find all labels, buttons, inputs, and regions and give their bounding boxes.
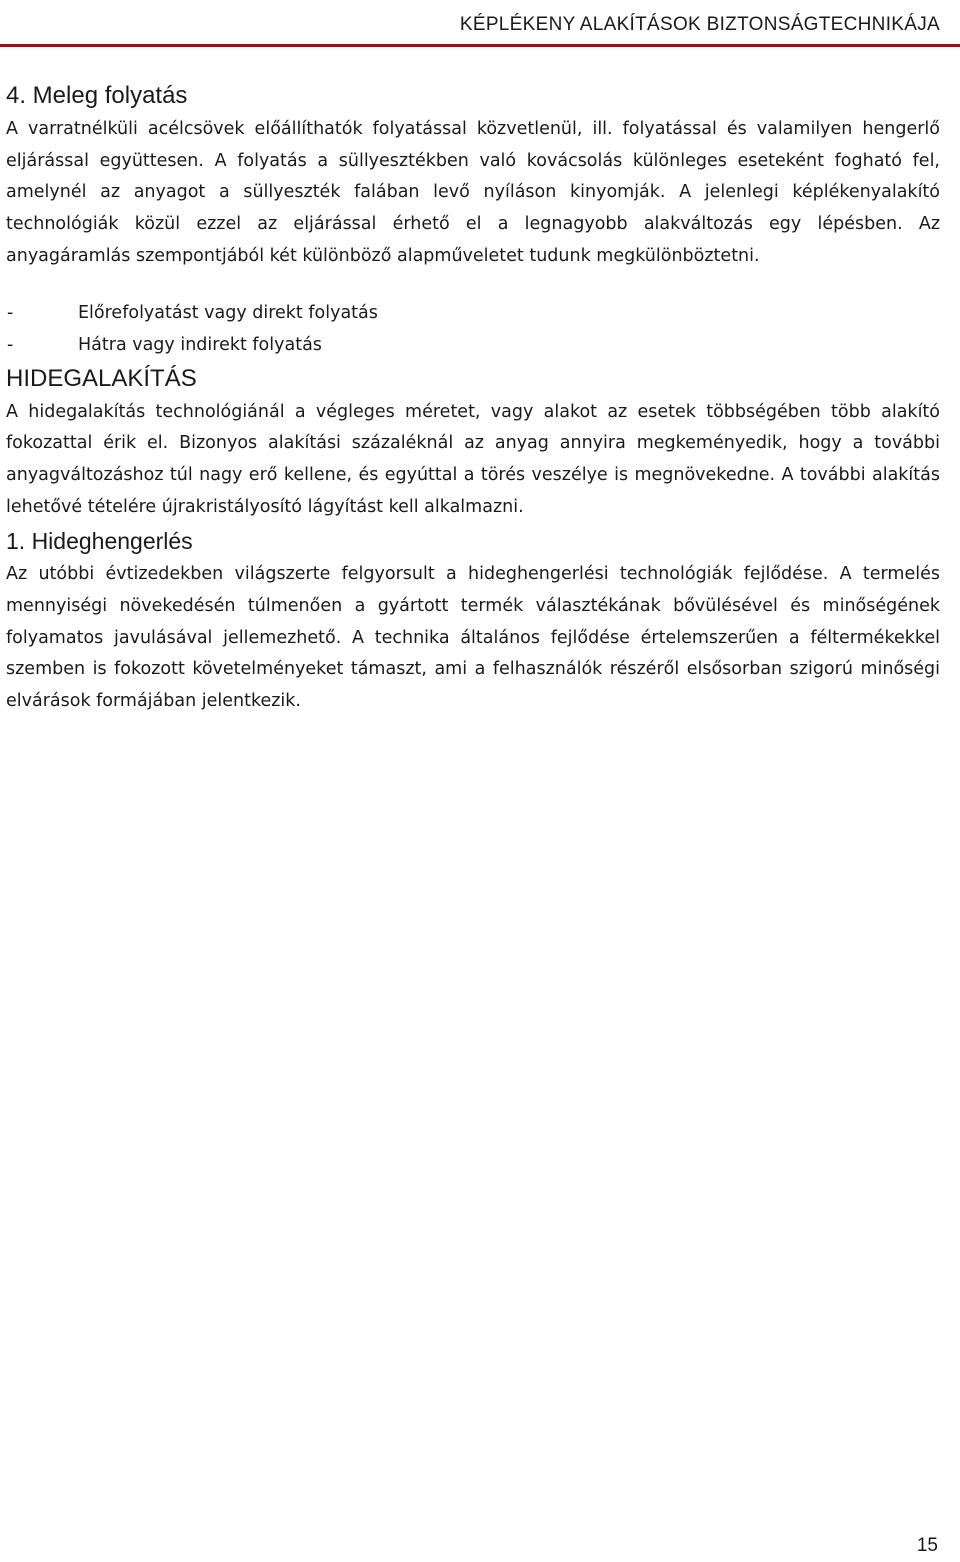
list-dash-marker: - [7, 334, 14, 355]
extrusion-types-list [6, 297, 940, 361]
list-item [6, 329, 940, 361]
list-item [6, 297, 940, 329]
header-divider [0, 44, 960, 47]
list-dash-marker: - [7, 302, 14, 323]
section-title-cold-forming: HIDEGALAKÍTÁS [6, 364, 197, 392]
paragraph-warm-extrusion: A varratnélküli acélcsövek előállíthatók folyatással közvetlenül, ill. folyatással és valamilyen hengerlő eljárással együttesen. A folyatás a süllyesztékben való kovácsolás különleges eseteként fogható fel, amelynél az anyagot a süllyeszték falában levő nyíláson kinyomják. A jelenlegi képlékenyalakító technológiák közül ezzel az eljárással érhető el a legnagyobb alakváltozás egy lépésben. Az anyagáramlás szempontjából két különböző alapműveletet tudunk megkülönböztetni. [6, 119, 940, 266]
page-content [6, 78, 940, 717]
page-number: 15 [916, 1535, 938, 1556]
list-item-text: Előrefolyatást vagy direkt folyatás [78, 302, 378, 323]
section-title-cold-rolling: 1. Hideghengerlés [6, 528, 193, 555]
paragraph-cold-forming: A hidegalakítás technológiánál a végleges méretet, vagy alakot az esetek többségében több alakító fokozattal érik el. Bizonyos alakítási százaléknál az anyag annyira megkeményedik, hogy a további anyagváltozáshoz túl nagy erő kellene, és egyúttal a törés veszélye is megnövekedne. A további alakítás lehetővé tételére újrakristályosító lágyítást kell alkalmazni. [6, 401, 940, 517]
paragraph-cold-rolling: Az utóbbi évtizedekben világszerte felgyorsult a hideghengerlési technológiák fejlődése. A termelés mennyiségi növekedésén túlmenően a gyártott termék választékának bővülésével és minőségének folyamatos javulásával jellemezhető. A technika általános fejlődése értelemszerűen a féltermékekkel szemben is fokozott követelményeket támaszt, ami a felhasználók részéről elsősorban szigorú minőségi elvárások formájában jelentkezik. [6, 564, 940, 711]
list-item-text: Hátra vagy indirekt folyatás [78, 334, 322, 355]
running-header-title: KÉPLÉKENY ALAKÍTÁSOK BIZTONSÁGTECHNIKÁJA [459, 14, 940, 35]
section-title-warm-extrusion: 4. Meleg folyatás [6, 82, 188, 109]
